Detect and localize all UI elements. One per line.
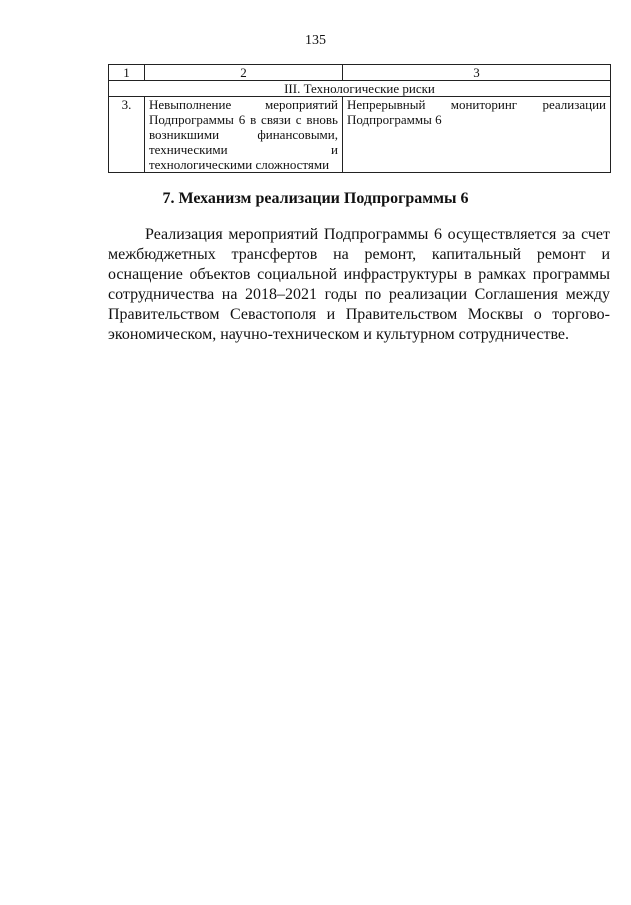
table-measure-cell: Непрерывный мониторинг реализации Подпрограммы 6 <box>343 97 611 173</box>
table-header-cell: 3 <box>343 65 611 81</box>
body-paragraph: Реализация мероприятий Подпрограммы 6 осуществляется за счет межбюджетных трансфертов на ремонт, капитальный ремонт и оснащение объектов социальной инфраструктуры в рамках программы сотрудничества на 2018–2021 годы по реализации Соглашения между Правительством Севастополя и Правительством Москвы о торгово-экономическом, научно-техническом и культурном сотрудничестве. <box>108 226 610 343</box>
table-header-row <box>109 65 611 81</box>
risk-table <box>108 64 611 173</box>
table-header-cell: 1 <box>109 65 145 81</box>
table-row-number: 3. <box>109 97 145 173</box>
table-row <box>109 97 611 173</box>
section-heading: 7. Механизм реализации Подпрограммы 6 <box>162 190 469 207</box>
table-header-cell: 2 <box>145 65 343 81</box>
table-section-title: III. Технологические риски <box>109 81 611 97</box>
table-risk-cell: Невыполнение мероприятий Подпрограммы 6 в связи с вновь возникшими финансовыми, техническими и технологическими сложностями <box>145 97 343 173</box>
table-section-row <box>109 81 611 97</box>
page-number: 135 <box>305 33 326 48</box>
